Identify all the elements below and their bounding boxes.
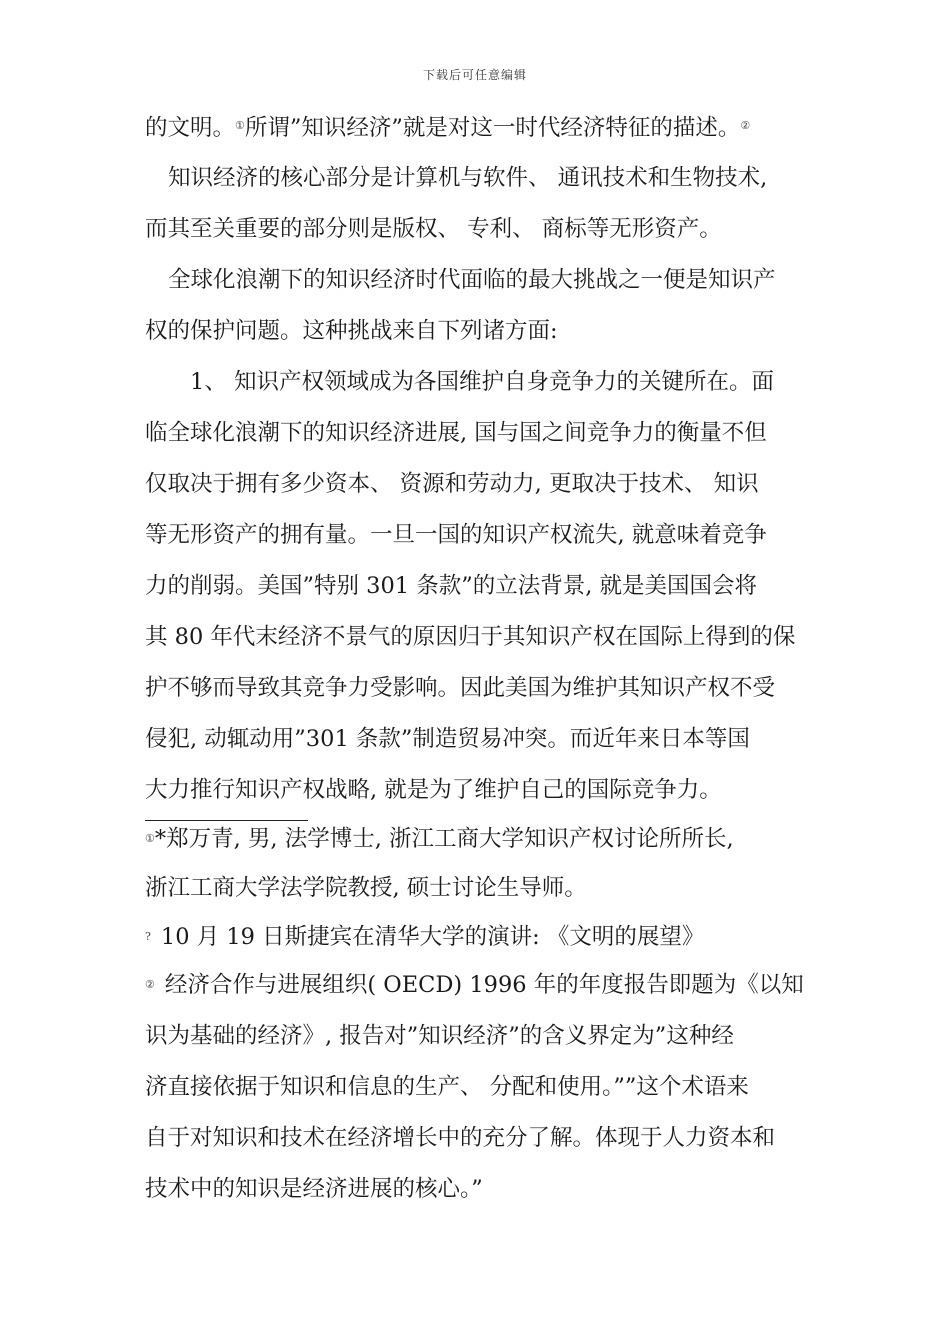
body-text: 的文明。 xyxy=(145,115,236,141)
footnote-mark-3: ② xyxy=(145,978,155,991)
body-line-7: 临全球化浪潮下的知识经济进展, 国与国之间竞争力的衡量不但 xyxy=(145,420,767,446)
footnote-1-line-1 xyxy=(145,823,734,855)
body-text: 所谓”知识经济”就是对这一时代经济特征的描述。 xyxy=(244,115,741,141)
body-line-6: 1、 知识产权领域成为各国维护自身竞争力的关键所在。面 xyxy=(190,369,774,395)
footnote-3-line-1 xyxy=(145,969,804,1001)
body-line-9: 等无形资产的拥有量。一旦一国的知识产权流失, 就意味着竞争 xyxy=(145,522,767,548)
body-line-12: 护不够而导致其竞争力受影响。因此美国为维护其知识产权不受 xyxy=(145,675,776,701)
footnote-text: 10 月 19 日斯捷宾在清华大学的演讲: 《文明的展望》 xyxy=(160,924,705,950)
body-line-4: 全球化浪潮下的知识经济时代面临的最大挑战之一便是知识产 xyxy=(168,267,776,293)
page-header: 下载后可任意编辑 xyxy=(422,68,527,82)
body-line-8: 仅取决于拥有多少资本、 资源和劳动力, 更取决于技术、 知识 xyxy=(145,471,759,497)
footnote-3-line-5: 技术中的知识是经济进展的核心。” xyxy=(145,1176,483,1202)
body-line-3: 而其至关重要的部分则是版权、 专利、 商标等无形资产。 xyxy=(145,216,722,242)
body-line-10: 力的削弱。美国”特别 301 条款”的立法背景, 就是美国国会将 xyxy=(145,573,758,599)
footnote-1-line-2: 浙江工商大学法学院教授, 硕士讨论生导师。 xyxy=(145,875,587,901)
footnote-mark-2: ? xyxy=(145,930,151,943)
body-line-5: 权的保护问题。这种挑战来自下列诸方面: xyxy=(145,318,558,344)
footnote-text: *郑万青, 男, 法学博士, 浙江工商大学知识产权讨论所所长, xyxy=(154,826,734,852)
footnote-3-line-2: 识为基础的经济》, 报告对”知识经济”的含义界定为”这种经 xyxy=(145,1023,734,1049)
footnote-3-line-4: 自于对知识和技术在经济增长中的充分了解。体现于人力资本和 xyxy=(145,1125,776,1151)
footnote-3-line-3: 济直接依据于知识和信息的生产、 分配和使用。””这个术语来 xyxy=(145,1074,749,1100)
footnote-separator xyxy=(145,820,308,821)
footnote-mark-1: ① xyxy=(145,832,155,845)
body-line-13: 侵犯, 动辄动用”301 条款”制造贸易冲突。而近年来日本等国 xyxy=(145,726,750,752)
footnote-ref-2: ② xyxy=(740,119,751,132)
footnote-ref-1: ① xyxy=(235,119,245,132)
footnote-2 xyxy=(145,921,704,953)
footnote-text: 经济合作与进展组织( OECD) 1996 年的年度报告即题为《以知 xyxy=(164,972,804,998)
body-line-1 xyxy=(145,110,750,144)
body-line-2: 知识经济的核心部分是计算机与软件、 通讯技术和生物技术, xyxy=(168,165,768,191)
body-line-14: 大力推行知识产权战略, 就是为了维护自己的国际竞争力。 xyxy=(145,777,722,803)
body-line-11: 其 80 年代末经济不景气的原因归于其知识产权在国际上得到的保 xyxy=(145,624,796,650)
